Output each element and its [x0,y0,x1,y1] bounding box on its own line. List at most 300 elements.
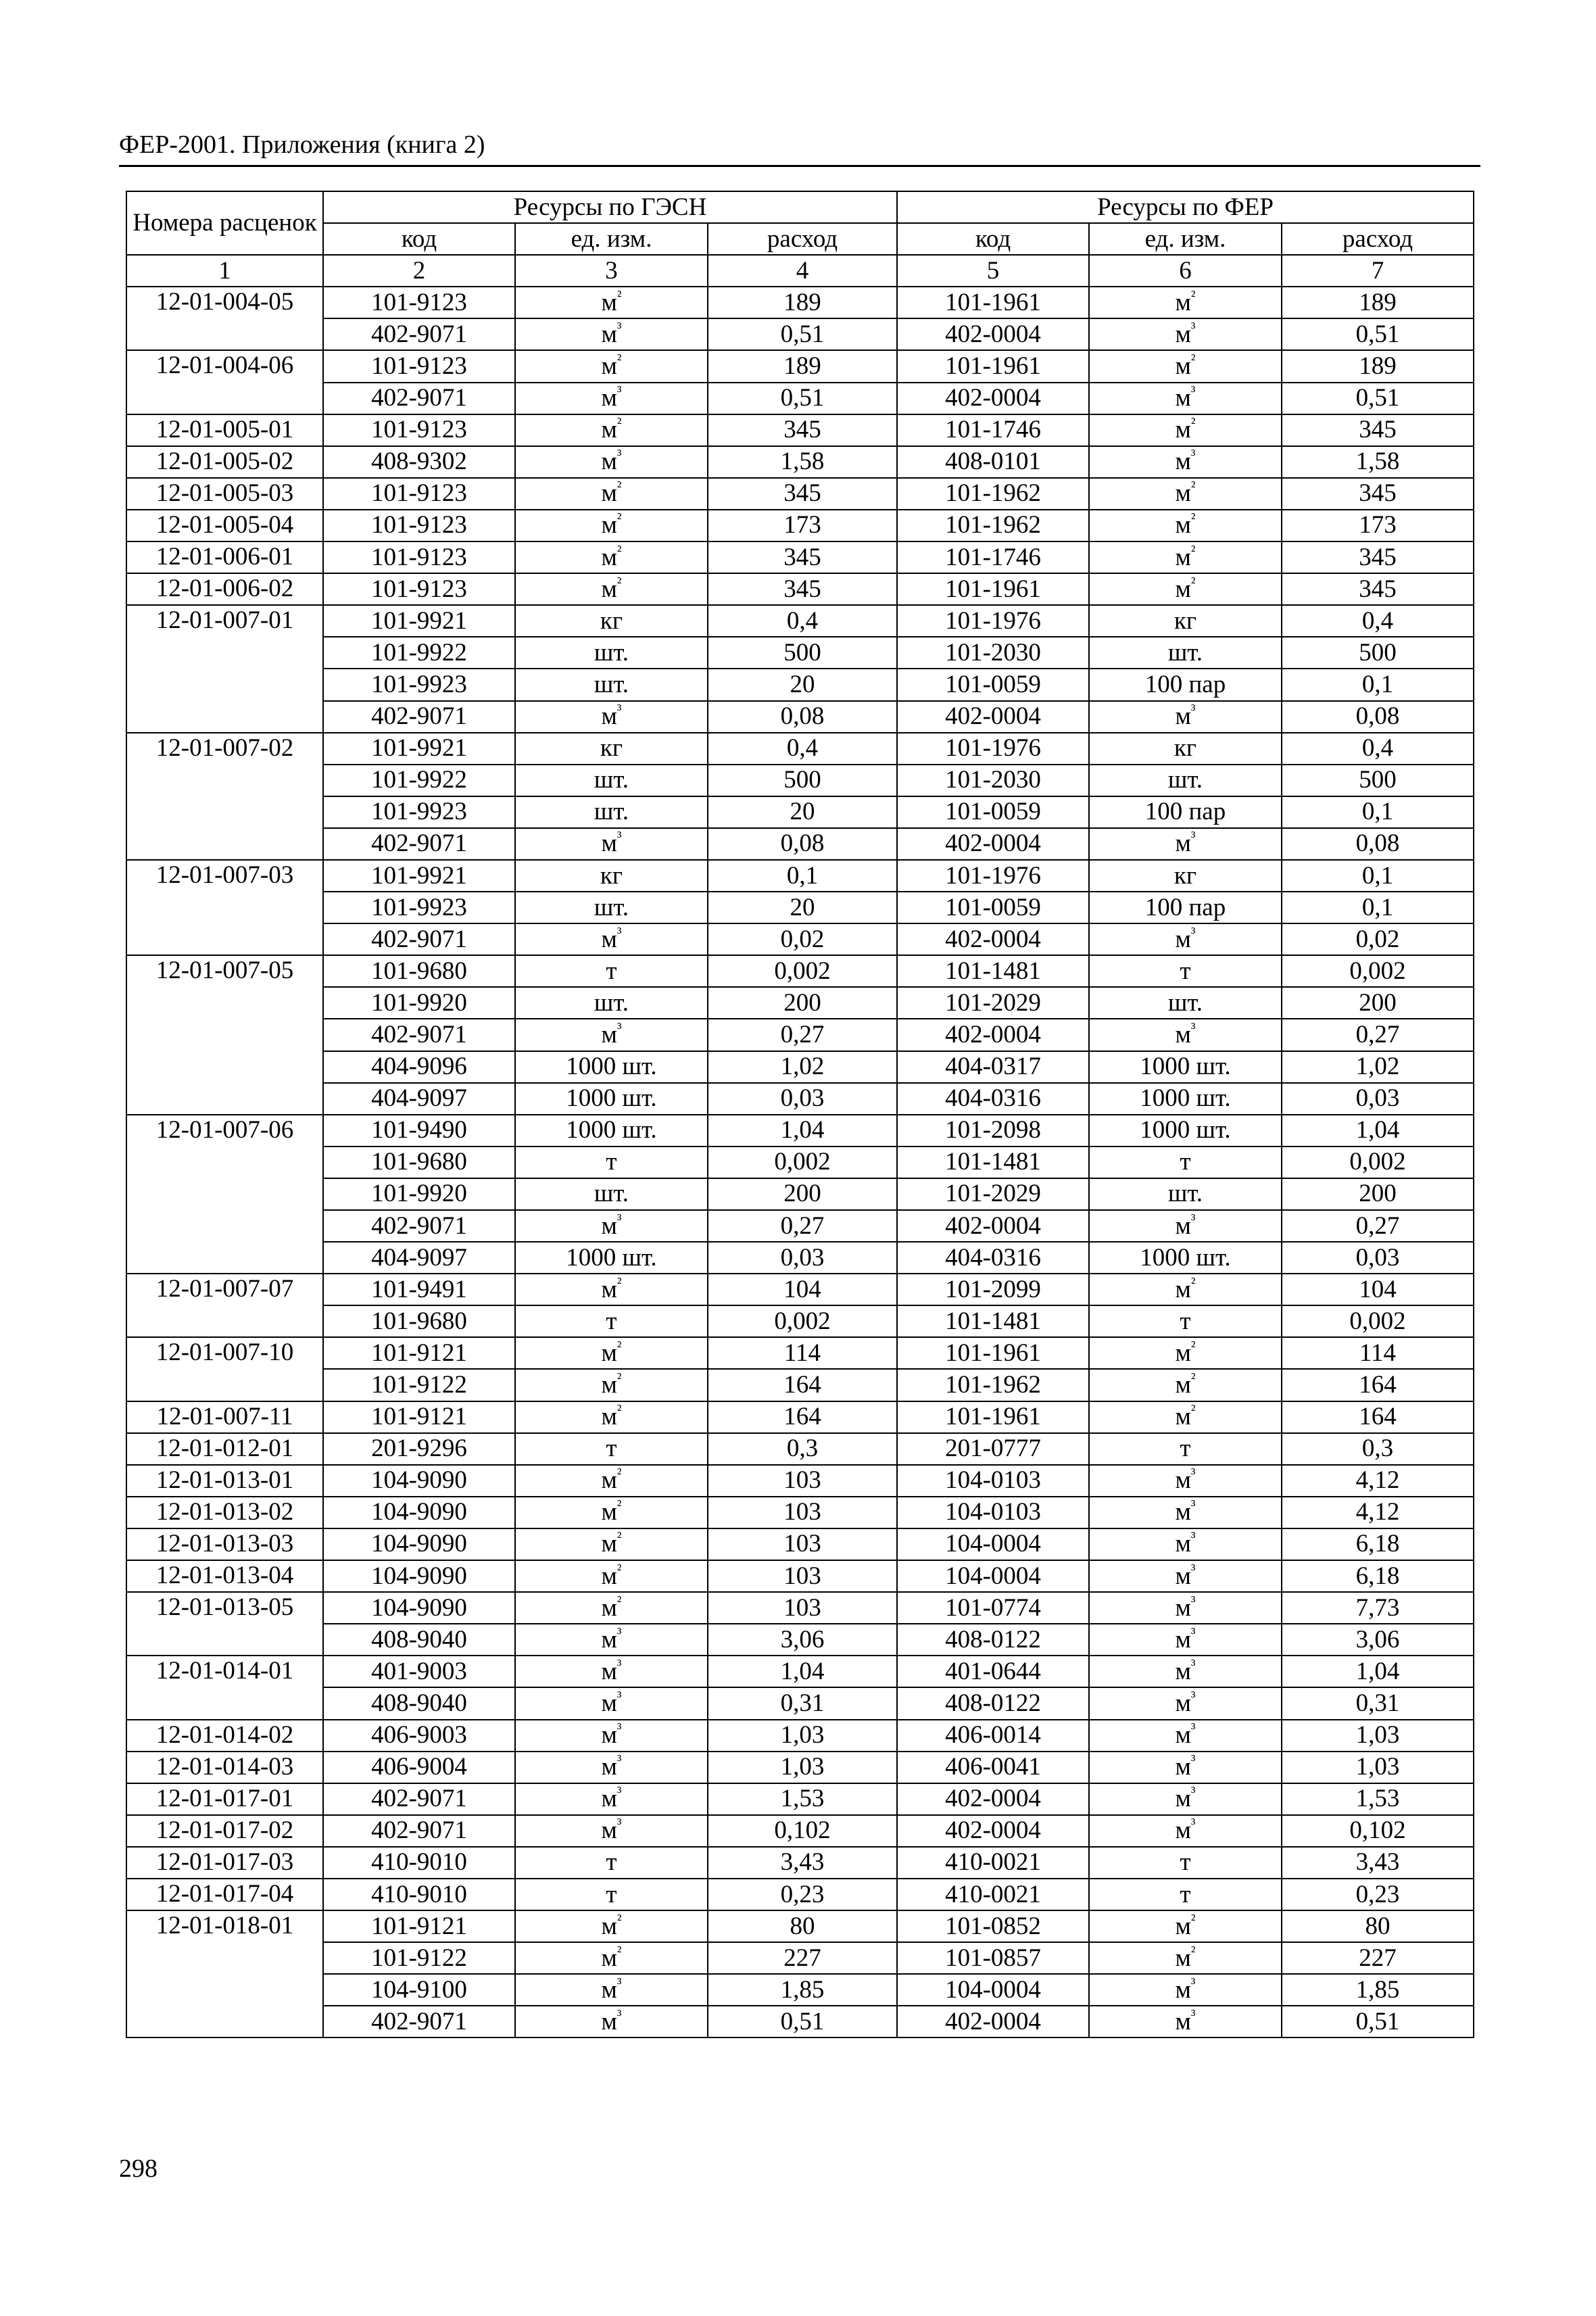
fer-amount-cell: 164 [1282,1401,1474,1433]
fer-unit-cell: $м^{^3}$ [1089,1528,1282,1560]
gesn-unit-cell: 1000 шт. [515,1083,708,1115]
gesn-amount-cell: 103 [708,1560,897,1592]
gesn-unit-cell: шт. [515,669,708,700]
fer-unit-cell: $м^{^3}$ [1089,1465,1282,1497]
fer-code-cell: 101-1961 [897,573,1089,605]
gesn-code-cell: 404-9096 [323,1051,515,1083]
fer-unit-cell: $м^{^2}$ [1089,287,1282,318]
fer-code-cell: 101-1961 [897,1401,1089,1433]
rate-number-cell: 12-01-005-01 [126,414,323,446]
table-row [126,1401,1474,1433]
gesn-unit-cell: кг [515,605,708,637]
fer-unit-cell: $м^{^2}$ [1089,510,1282,541]
gesn-unit-cell: шт. [515,1178,708,1210]
gesn-amount-cell: 1,58 [708,446,897,478]
gesn-amount-cell: 1,02 [708,1051,897,1083]
gesn-amount-cell: 0,4 [708,605,897,637]
fer-amount-cell: 0,002 [1282,1147,1474,1178]
fer-amount-cell: 1,02 [1282,1051,1474,1083]
rate-number-cell [126,1974,323,2006]
rate-number-cell [126,1305,323,1337]
fer-amount-cell: 0,03 [1282,1242,1474,1274]
fer-unit-cell: $м^{^3}$ [1089,1592,1282,1624]
rate-number-cell [126,765,323,796]
fer-amount-cell: 0,51 [1282,318,1474,350]
gesn-unit-cell: $м^{^2}$ [515,1369,708,1401]
fer-unit-cell: $м^{^2}$ [1089,1274,1282,1305]
gesn-amount-cell: 0,08 [708,828,897,860]
gesn-unit-cell: $м^{^3}$ [515,923,708,955]
rate-number-cell: 12-01-007-02 [126,733,323,765]
gesn-header: Ресурсы по ГЭСН [323,191,897,223]
fer-code-cell: 104-0103 [897,1465,1089,1497]
rate-number-cell: 12-01-007-05 [126,955,323,987]
fer-code-cell: 402-0004 [897,2006,1089,2037]
rate-number-cell [126,1369,323,1401]
fer-amount-cell: 0,3 [1282,1433,1474,1465]
fer-amount-cell: 189 [1282,287,1474,318]
gesn-amount-cell: 500 [708,637,897,669]
fer-code-cell: 101-2098 [897,1115,1089,1147]
gesn-amount-cell: 200 [708,987,897,1019]
gesn-unit-cell: т [515,1879,708,1910]
rate-number-cell [126,701,323,733]
gesn-amount-cell: 20 [708,669,897,700]
gesn-amount-cell: 20 [708,892,897,923]
gesn-code-cell: 101-9680 [323,1147,515,1178]
gesn-code-cell: 401-9003 [323,1656,515,1687]
fer-unit-cell: $м^{^2}$ [1089,541,1282,573]
gesn-unit-cell: $м^{^3}$ [515,1783,708,1815]
fer-code-cell: 101-1976 [897,733,1089,765]
fer-amount-cell: 500 [1282,765,1474,796]
gesn-unit-cell: 1000 шт. [515,1051,708,1083]
rate-number-cell: 12-01-018-01 [126,1910,323,1942]
fer-code-cell: 410-0021 [897,1879,1089,1910]
fer-code-cell: 101-1962 [897,1369,1089,1401]
table-row [126,1210,1474,1242]
table-row [126,1815,1474,1847]
fer-amount-cell: 164 [1282,1369,1474,1401]
gesn-unit-cell: $м^{^3}$ [515,1656,708,1687]
column-number: 4 [708,255,897,287]
gesn-code-cell: 101-9123 [323,287,515,318]
fer-unit-cell: шт. [1089,765,1282,796]
gesn-unit-cell: $м^{^3}$ [515,1974,708,2006]
fer-amount-cell: 0,51 [1282,2006,1474,2037]
fer-unit-cell: $м^{^3}$ [1089,701,1282,733]
rate-number-cell: 12-01-013-01 [126,1465,323,1497]
fer-unit-cell: $м^{^3}$ [1089,383,1282,414]
gesn-amount-cell: 3,06 [708,1624,897,1656]
gesn-code-cell: 104-9090 [323,1592,515,1624]
fer-unit-cell: $м^{^2}$ [1089,573,1282,605]
fer-amount-cell: 345 [1282,478,1474,510]
fer-amount-cell: 0,23 [1282,1879,1474,1910]
fer-unit-cell: кг [1089,860,1282,892]
fer-code-cell: 104-0103 [897,1497,1089,1528]
gesn-code-cell: 101-9923 [323,669,515,700]
fer-amount-cell: 4,12 [1282,1465,1474,1497]
fer-code-cell: 402-0004 [897,701,1089,733]
rate-number-cell: 12-01-005-02 [126,446,323,478]
fer-unit-cell: $м^{^3}$ [1089,1656,1282,1687]
table-row [126,1274,1474,1305]
table-row [126,1656,1474,1687]
fer-amount-cell: 345 [1282,541,1474,573]
table-row [126,1592,1474,1624]
fer-unit-cell: $м^{^2}$ [1089,1337,1282,1369]
gesn-unit-cell: $м^{^3}$ [515,318,708,350]
fer-unit-cell: $м^{^3}$ [1089,1687,1282,1719]
table-body [126,287,1474,2037]
fer-unit-cell: $м^{^3}$ [1089,2006,1282,2037]
rate-number-cell [126,1210,323,1242]
table-row [126,478,1474,510]
fer-amount-cell: 1,53 [1282,1783,1474,1815]
fer-unit-cell: т [1089,1879,1282,1910]
fer-code-cell: 201-0777 [897,1433,1089,1465]
gesn-amount-cell: 1,03 [708,1720,897,1752]
gesn-unit-cell: $м^{^2}$ [515,510,708,541]
rate-number-cell [126,1942,323,1974]
fer-amount-cell: 1,85 [1282,1974,1474,2006]
table-row [126,1019,1474,1051]
table-row [126,446,1474,478]
fer-unit-cell: $м^{^3}$ [1089,1624,1282,1656]
gesn-code-cell: 101-9122 [323,1942,515,1974]
fer-code-cell: 402-0004 [897,828,1089,860]
table-row [126,1147,1474,1178]
gesn-unit-cell: $м^{^2}$ [515,1528,708,1560]
gesn-code-cell: 101-9490 [323,1115,515,1147]
rate-number-cell: 12-01-017-03 [126,1847,323,1879]
gesn-unit-cell: $м^{^2}$ [515,1274,708,1305]
table-row [126,955,1474,987]
sub-header: ед. изм. [515,223,708,255]
gesn-code-cell: 402-9071 [323,923,515,955]
gesn-amount-cell: 189 [708,350,897,382]
gesn-amount-cell: 0,102 [708,1815,897,1847]
fer-code-cell: 404-0317 [897,1051,1089,1083]
gesn-code-cell: 408-9040 [323,1687,515,1719]
gesn-code-cell: 101-9922 [323,765,515,796]
fer-code-cell: 402-0004 [897,318,1089,350]
gesn-amount-cell: 0,31 [708,1687,897,1719]
table-row [126,1783,1474,1815]
gesn-unit-cell: $м^{^2}$ [515,1497,708,1528]
rate-number-cell [126,1687,323,1719]
gesn-unit-cell: шт. [515,796,708,828]
table-row [126,1465,1474,1497]
fer-unit-cell: 1000 шт. [1089,1242,1282,1274]
table-row [126,1879,1474,1910]
fer-code-cell: 402-0004 [897,1783,1089,1815]
gesn-code-cell: 101-9920 [323,1178,515,1210]
table-row [126,1305,1474,1337]
rate-number-cell [126,923,323,955]
fer-amount-cell: 345 [1282,573,1474,605]
gesn-amount-cell: 0,002 [708,1305,897,1337]
gesn-unit-cell: $м^{^2}$ [515,1337,708,1369]
rate-number-cell: 12-01-017-04 [126,1879,323,1910]
table-row [126,1433,1474,1465]
fer-unit-cell: $м^{^3}$ [1089,446,1282,478]
sub-header: расход [1282,223,1474,255]
gesn-amount-cell: 0,1 [708,860,897,892]
fer-unit-cell: $м^{^2}$ [1089,414,1282,446]
fer-amount-cell: 0,102 [1282,1815,1474,1847]
fer-code-cell: 101-1481 [897,955,1089,987]
gesn-unit-cell: т [515,1305,708,1337]
fer-code-cell: 101-0059 [897,796,1089,828]
gesn-amount-cell: 164 [708,1401,897,1433]
rate-number-cell [126,669,323,700]
gesn-unit-cell: т [515,1433,708,1465]
fer-unit-cell: $м^{^3}$ [1089,1720,1282,1752]
fer-unit-cell: т [1089,1147,1282,1178]
gesn-amount-cell: 345 [708,573,897,605]
gesn-amount-cell: 0,03 [708,1242,897,1274]
rate-number-cell [126,2006,323,2037]
fer-amount-cell: 6,18 [1282,1528,1474,1560]
fer-unit-cell: кг [1089,733,1282,765]
fer-unit-cell: $м^{^3}$ [1089,1497,1282,1528]
gesn-amount-cell: 0,51 [708,383,897,414]
gesn-amount-cell: 0,3 [708,1433,897,1465]
gesn-amount-cell: 189 [708,287,897,318]
fer-code-cell: 101-2029 [897,1178,1089,1210]
gesn-unit-cell: $м^{^2}$ [515,478,708,510]
rate-number-cell: 12-01-007-06 [126,1115,323,1147]
gesn-unit-cell: шт. [515,987,708,1019]
gesn-unit-cell: $м^{^3}$ [515,446,708,478]
fer-unit-cell: $м^{^3}$ [1089,318,1282,350]
gesn-amount-cell: 164 [708,1369,897,1401]
rate-number-cell: 12-01-004-06 [126,350,323,382]
gesn-code-cell: 402-9071 [323,1815,515,1847]
fer-code-cell: 101-1961 [897,350,1089,382]
gesn-amount-cell: 1,85 [708,1974,897,2006]
fer-unit-cell: шт. [1089,637,1282,669]
rate-number-cell: 12-01-007-10 [126,1337,323,1369]
fer-unit-cell: $м^{^3}$ [1089,1019,1282,1051]
table-row [126,637,1474,669]
gesn-code-cell: 408-9040 [323,1624,515,1656]
fer-amount-cell: 104 [1282,1274,1474,1305]
sub-header: код [323,223,515,255]
fer-unit-cell: 1000 шт. [1089,1051,1282,1083]
gesn-amount-cell: 1,04 [708,1656,897,1687]
gesn-amount-cell: 1,03 [708,1752,897,1783]
rate-number-cell [126,318,323,350]
gesn-code-cell: 101-9121 [323,1401,515,1433]
gesn-amount-cell: 500 [708,765,897,796]
rates-header [126,191,323,255]
rate-number-cell: 12-01-007-03 [126,860,323,892]
gesn-unit-cell: шт. [515,637,708,669]
fer-amount-cell: 0,08 [1282,701,1474,733]
rate-number-cell: 12-01-006-01 [126,541,323,573]
fer-amount-cell: 0,27 [1282,1019,1474,1051]
fer-unit-cell: $м^{^2}$ [1089,478,1282,510]
table-row [126,987,1474,1019]
rate-number-cell [126,796,323,828]
table-row [126,1051,1474,1083]
fer-unit-cell: $м^{^2}$ [1089,1942,1282,1974]
table-row [126,1083,1474,1115]
fer-code-cell: 104-0004 [897,1974,1089,2006]
fer-amount-cell: 6,18 [1282,1560,1474,1592]
gesn-code-cell: 402-9071 [323,1019,515,1051]
fer-unit-cell: шт. [1089,987,1282,1019]
gesn-unit-cell: $м^{^3}$ [515,1019,708,1051]
fer-unit-cell: $м^{^2}$ [1089,350,1282,382]
fer-unit-cell: т [1089,1433,1282,1465]
fer-code-cell: 101-1746 [897,541,1089,573]
table-row [126,1624,1474,1656]
gesn-code-cell: 406-9003 [323,1720,515,1752]
fer-amount-cell: 0,4 [1282,605,1474,637]
page-number: 298 [119,2154,158,2183]
rate-number-cell: 12-01-007-01 [126,605,323,637]
gesn-code-cell: 406-9004 [323,1752,515,1783]
fer-unit-cell: $м^{^3}$ [1089,828,1282,860]
fer-unit-cell: $м^{^3}$ [1089,1210,1282,1242]
gesn-code-cell: 101-9922 [323,637,515,669]
gesn-unit-cell: $м^{^2}$ [515,287,708,318]
gesn-code-cell: 201-9296 [323,1433,515,1465]
fer-amount-cell: 1,04 [1282,1115,1474,1147]
fer-amount-cell: 200 [1282,987,1474,1019]
gesn-amount-cell: 0,002 [708,955,897,987]
rates-header-label: Номера расценок [132,209,317,237]
table-row [126,1847,1474,1879]
rate-number-cell: 12-01-005-04 [126,510,323,541]
gesn-unit-cell: $м^{^3}$ [515,1687,708,1719]
gesn-unit-cell: $м^{^3}$ [515,1720,708,1752]
gesn-unit-cell: т [515,1847,708,1879]
fer-unit-cell: $м^{^3}$ [1089,1752,1282,1783]
table-row [126,1369,1474,1401]
gesn-code-cell: 101-9680 [323,955,515,987]
fer-code-cell: 104-0004 [897,1560,1089,1592]
fer-unit-cell: $м^{^3}$ [1089,1560,1282,1592]
fer-amount-cell: 1,58 [1282,446,1474,478]
table-row [126,892,1474,923]
gesn-amount-cell: 227 [708,1942,897,1974]
fer-code-cell: 104-0004 [897,1528,1089,1560]
gesn-code-cell: 404-9097 [323,1242,515,1274]
fer-code-cell: 401-0644 [897,1656,1089,1687]
fer-amount-cell: 0,02 [1282,923,1474,955]
rate-number-cell [126,637,323,669]
fer-code-cell: 404-0316 [897,1083,1089,1115]
table-row [126,350,1474,382]
table-row [126,1528,1474,1560]
sub-header: код [897,223,1089,255]
column-number: 6 [1089,255,1282,287]
gesn-amount-cell: 20 [708,796,897,828]
gesn-amount-cell: 80 [708,1910,897,1942]
gesn-code-cell: 101-9923 [323,796,515,828]
gesn-unit-cell: $м^{^3}$ [515,701,708,733]
fer-unit-cell: т [1089,955,1282,987]
gesn-amount-cell: 0,27 [708,1210,897,1242]
table-row [126,414,1474,446]
rate-number-cell: 12-01-013-03 [126,1528,323,1560]
fer-amount-cell: 0,1 [1282,860,1474,892]
fer-code-cell: 101-1961 [897,287,1089,318]
fer-unit-cell: $м^{^2}$ [1089,1369,1282,1401]
fer-code-cell: 402-0004 [897,1019,1089,1051]
gesn-code-cell: 101-9921 [323,733,515,765]
fer-unit-cell: $м^{^3}$ [1089,1974,1282,2006]
table-row [126,1910,1474,1942]
gesn-unit-cell: $м^{^3}$ [515,828,708,860]
gesn-code-cell: 101-9923 [323,892,515,923]
fer-code-cell: 101-1962 [897,510,1089,541]
table-row [126,1687,1474,1719]
gesn-unit-cell: $м^{^2}$ [515,573,708,605]
gesn-code-cell: 104-9100 [323,1974,515,2006]
column-number: 1 [126,255,323,287]
gesn-unit-cell: $м^{^2}$ [515,350,708,382]
gesn-amount-cell: 103 [708,1497,897,1528]
rate-number-cell [126,1147,323,1178]
table-row [126,669,1474,700]
gesn-amount-cell: 0,51 [708,318,897,350]
gesn-code-cell: 402-9071 [323,828,515,860]
gesn-unit-cell: т [515,955,708,987]
fer-code-cell: 101-2030 [897,765,1089,796]
column-number: 5 [897,255,1089,287]
fer-amount-cell: 227 [1282,1942,1474,1974]
sub-header: ед. изм. [1089,223,1282,255]
table-row [126,1242,1474,1274]
fer-code-cell: 101-2029 [897,987,1089,1019]
fer-unit-cell: $м^{^2}$ [1089,1910,1282,1942]
table-row [126,510,1474,541]
gesn-amount-cell: 200 [708,1178,897,1210]
fer-amount-cell: 1,04 [1282,1656,1474,1687]
gesn-code-cell: 101-9123 [323,350,515,382]
gesn-unit-cell: $м^{^2}$ [515,1465,708,1497]
fer-code-cell: 402-0004 [897,383,1089,414]
fer-amount-cell: 0,03 [1282,1083,1474,1115]
rate-number-cell: 12-01-005-03 [126,478,323,510]
fer-amount-cell: 4,12 [1282,1497,1474,1528]
fer-amount-cell: 0,27 [1282,1210,1474,1242]
fer-code-cell: 101-1976 [897,860,1089,892]
fer-code-cell: 101-1481 [897,1147,1089,1178]
gesn-code-cell: 104-9090 [323,1465,515,1497]
fer-unit-cell: т [1089,1847,1282,1879]
header-rule [119,165,1480,167]
fer-unit-cell: кг [1089,605,1282,637]
table-row [126,860,1474,892]
gesn-amount-cell: 0,002 [708,1147,897,1178]
gesn-amount-cell: 103 [708,1528,897,1560]
gesn-code-cell: 101-9123 [323,414,515,446]
gesn-amount-cell: 0,51 [708,2006,897,2037]
column-number: 7 [1282,255,1474,287]
table-row [126,573,1474,605]
gesn-unit-cell: кг [515,733,708,765]
gesn-amount-cell: 1,04 [708,1115,897,1147]
fer-code-cell: 101-2099 [897,1274,1089,1305]
rate-number-cell [126,1051,323,1083]
